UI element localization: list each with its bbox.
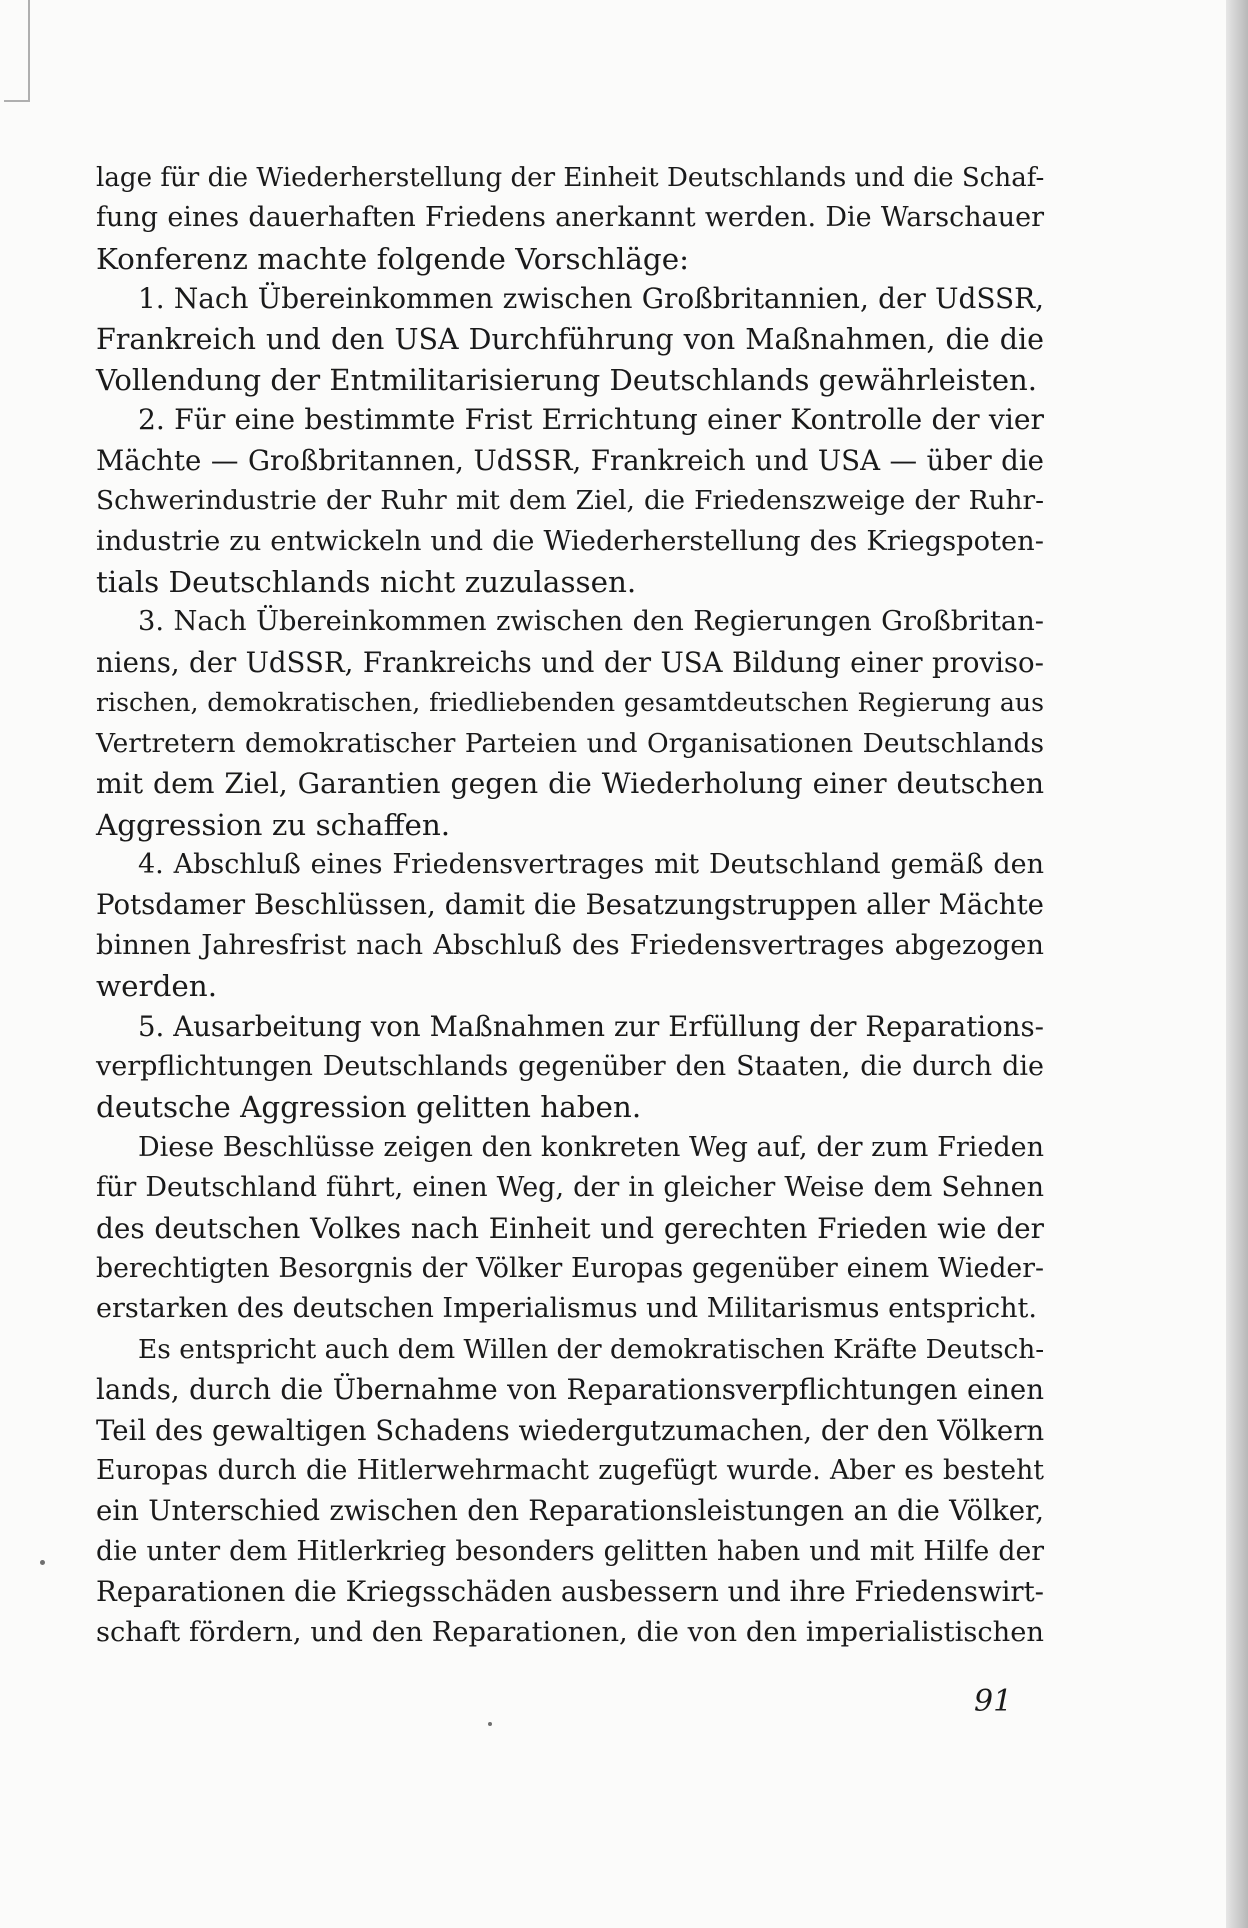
text-line: für Deutschland führt, einen Weg, der in gleicher Weise dem Sehnen [96, 1172, 1044, 1204]
text-line: Es entspricht auch dem Willen der demokratischen Kräfte Deutsch- [138, 1333, 1045, 1365]
text-line: Vertretern demokratischer Parteien und Organisationen Deutschlands [96, 727, 1044, 759]
binding-edge-mark [4, 0, 30, 102]
page-number: 91 [974, 1684, 1013, 1719]
text-line: Reparationen die Kriegsschäden ausbessern und ihre Friedenswirt- [96, 1575, 1044, 1609]
text-line: Potsdamer Beschlüssen, damit die Besatzungstruppen aller Mächte [96, 888, 1044, 922]
text-line: niens, der UdSSR, Frankreichs und der USA Bildung einer proviso- [96, 645, 1044, 679]
proposal-4 [96, 845, 1044, 1007]
text-line: Frankreich und den USA Durchführung von Maßnahmen, die die [96, 322, 1044, 356]
text-line: die unter dem Hitlerkrieg besonders gelitten haben und mit Hilfe der [96, 1535, 1044, 1567]
text-line: Aggression zu schaffen. [96, 807, 451, 842]
text-line: ein Unterschied zwischen den Reparationsleistungen an die Völker, [96, 1494, 1044, 1528]
text-line: mit dem Ziel, Garantien gegen die Wiederholung einer deutschen [96, 767, 1044, 801]
ink-speck [488, 1722, 492, 1726]
text-line: 2. Für eine bestimmte Frist Errichtung einer Kontrolle der vier [138, 403, 1044, 437]
text-line: Vollendung der Entmilitarisierung Deutschlands gewährleisten. [96, 363, 1038, 398]
text-line: deutsche Aggression gelitten haben. [96, 1090, 642, 1125]
text-line: 1. Nach Übereinkommen zwischen Großbritannien, der UdSSR, [138, 282, 1044, 316]
proposal-1 [96, 279, 1044, 400]
text-line: Teil des gewaltigen Schadens wiedergutzumachen, der den Völkern [96, 1413, 1045, 1447]
ink-speck [40, 1560, 45, 1565]
text-line: Europas durch die Hitlerwehrmacht zugefügt wurde. Aber es besteht [96, 1455, 1044, 1486]
text-line: Konferenz machte folgende Vorschläge: [96, 241, 690, 276]
paragraph-reparations [96, 1330, 1044, 1653]
text-line: 4. Abschluß eines Friedensvertrages mit Deutschland gemäß den [138, 848, 1044, 880]
text-line: 3. Nach Übereinkommen zwischen den Regierungen Großbritan- [138, 606, 1044, 638]
paragraph-decisions [96, 1128, 1044, 1330]
text-line: verpflichtungen Deutschlands gegenüber den Staaten, die durch die [96, 1050, 1044, 1082]
text-line: tials Deutschlands nicht zuzulassen. [96, 565, 637, 600]
proposal-3 [96, 602, 1044, 844]
text-line: binnen Jahresfrist nach Abschluß des Friedensvertrages abgezogen [96, 929, 1044, 961]
text-line: Schwerindustrie der Ruhr mit dem Ziel, die Friedenszweige der Ruhr- [96, 485, 1044, 517]
text-line: werden. [96, 969, 218, 1004]
text-line: lage für die Wiederherstellung der Einheit Deutschlands und die Schaf- [96, 163, 1045, 193]
text-line: des deutschen Volkes nach Einheit und gerechten Frieden wie der [96, 1211, 1044, 1245]
text-line: 5. Ausarbeitung von Maßnahmen zur Erfüllung der Reparations- [138, 1009, 1044, 1043]
text-line: berechtigten Besorgnis der Völker Europas gegenüber einem Wieder- [96, 1252, 1044, 1284]
text-line: schaft fördern, und den Reparationen, die von den imperialistischen [96, 1616, 1044, 1648]
paragraph-intro-continuation [96, 158, 1044, 279]
text-line: rischen, demokratischen, friedliebenden gesamtdeutschen Regierung aus [96, 688, 1044, 718]
text-line: lands, durch die Übernahme von Reparationsverpflichtungen einen [96, 1373, 1044, 1407]
proposal-2 [96, 400, 1044, 602]
text-line: industrie zu entwickeln und die Wiederherstellung des Kriegspoten- [96, 525, 1044, 557]
proposal-5 [96, 1007, 1044, 1128]
text-line: Mächte — Großbritannen, UdSSR, Frankreich und USA — über die [96, 443, 1044, 477]
text-line: fung eines dauerhaften Friedens anerkannt werden. Die Warschauer [96, 202, 1044, 234]
text-line: erstarken des deutschen Imperialismus und Militarismus entspricht. [96, 1293, 1037, 1325]
body-text [96, 158, 1044, 1653]
page-edge-shadow [1226, 0, 1248, 1928]
text-line: Diese Beschlüsse zeigen den konkreten Weg auf, der zum Frieden [138, 1131, 1044, 1163]
